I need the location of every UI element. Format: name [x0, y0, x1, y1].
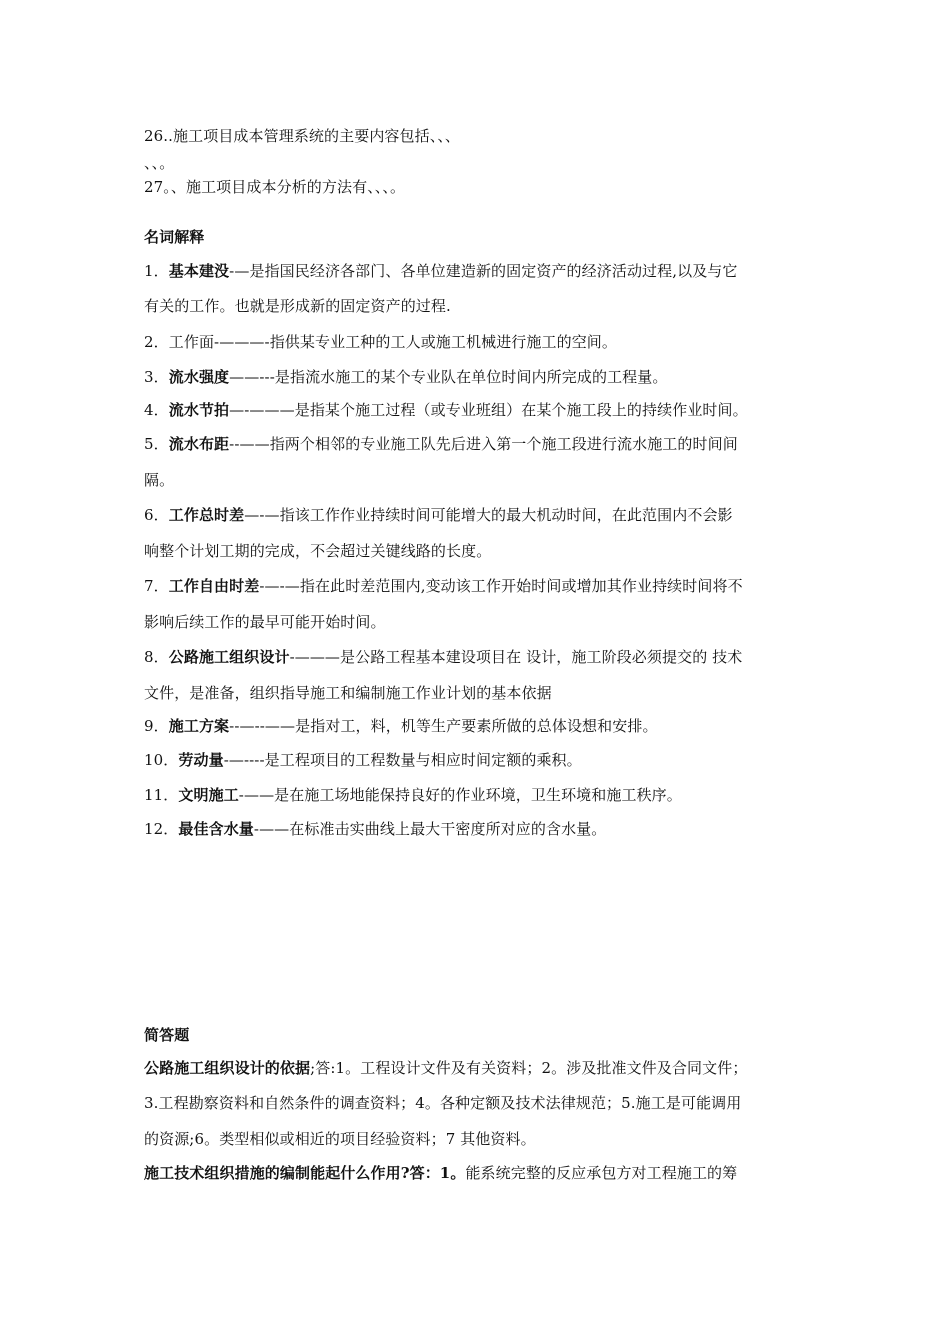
- term-name: 工作面-———-: [168, 333, 270, 351]
- term-separator: -———: [289, 648, 341, 666]
- answer-text: 1。工程设计文件及有关资料；2。涉及批准文件及合同文件；: [335, 1059, 748, 1077]
- term-item-1: [144, 261, 814, 281]
- term-item-12: [144, 819, 814, 839]
- term-item-5-cont: 隔。: [144, 471, 175, 489]
- term-number: 8．: [144, 648, 169, 666]
- term-separator: --—--——: [229, 717, 296, 735]
- term-item-1-cont: 有关的工作。也就是形成新的固定资产的过程.: [144, 297, 451, 315]
- term-definition: 是指流水施工的某个专业队在单位时间内所完成的工程量。: [274, 368, 668, 386]
- term-definition: 是指对工，料，机等生产要素所做的总体设想和安排。: [295, 717, 658, 735]
- short-q1-line2: 3.工程勘察资料和自然条件的调查资料；4。各种定额及技术法律规范；5.施工是可能调用: [144, 1094, 742, 1112]
- term-definition: 指该工作作业持续时间可能增大的最大机动时间，在此范围内不会影: [279, 506, 733, 524]
- term-definition: 是在施工场地能保持良好的作业环境，卫生环境和施工秩序。: [274, 786, 682, 804]
- term-number: 4．: [144, 401, 169, 419]
- term-definition: 指在此时差范围内,变动该工作开始时间或增加其作业持续时间将不: [299, 577, 743, 595]
- term-name: 施工方案: [168, 717, 230, 735]
- term-number: 5．: [144, 435, 169, 453]
- term-definition: 是指某个施工过程（或专业班组）在某个施工段上的持续作业时间。: [294, 401, 748, 419]
- term-number: 10．: [144, 751, 179, 769]
- term-item-7: [144, 576, 814, 596]
- term-item-8-cont: 文件，是准备，组织指导施工和编制施工作业计划的基本依据: [144, 684, 552, 702]
- term-item-2: [144, 332, 814, 352]
- term-separator: —-———: [229, 401, 295, 419]
- answer-label: ;答:: [310, 1059, 336, 1077]
- short-q1-line1: [144, 1058, 814, 1078]
- term-separator: -—: [229, 262, 250, 280]
- term-definition: 指供某专业工种的工人或施工机械进行施工的空间。: [269, 333, 617, 351]
- term-number: 6．: [144, 506, 169, 524]
- term-definition: 在标准击实曲线上最大干密度所对应的含水量。: [289, 820, 607, 838]
- term-name: 流水布距: [168, 435, 230, 453]
- term-separator: -——: [238, 786, 275, 804]
- question-26-line2: 、、。: [144, 154, 175, 172]
- term-name: 流水强度: [168, 368, 230, 386]
- term-separator: -—----: [223, 751, 265, 769]
- term-number: 2．: [144, 333, 169, 351]
- term-item-10: [144, 750, 814, 770]
- term-name: 最佳含水量: [178, 820, 254, 838]
- term-item-5: [144, 434, 814, 454]
- term-name: 流水节拍: [168, 401, 230, 419]
- question-title: 施工技术组织措施的编制能起什么作用?答：1。: [144, 1164, 466, 1182]
- term-name: 工作总时差: [168, 506, 245, 524]
- question-26-line1: 26..施工项目成本管理系统的主要内容包括、、、: [144, 127, 461, 145]
- term-item-8: [144, 647, 814, 667]
- term-separator: -——: [253, 820, 290, 838]
- term-name: 基本建没: [168, 262, 230, 280]
- question-27: 27。、施工项目成本分析的方法有、、、。: [144, 178, 406, 196]
- term-item-11: [144, 785, 814, 805]
- term-name: 文明施工: [178, 786, 239, 804]
- term-number: 9．: [144, 717, 169, 735]
- question-title: 公路施工组织设计的依据: [144, 1059, 311, 1077]
- term-definition: 是指国民经济各部门、各单位建造新的固定资产的经济活动过程,以及与它: [249, 262, 738, 280]
- term-number: 3．: [144, 368, 169, 386]
- term-item-3: [144, 367, 814, 387]
- answer-text: 能系统完整的反应承包方对工程施工的筹: [465, 1164, 738, 1182]
- short-answer-heading: 简答题: [144, 1026, 190, 1044]
- term-item-7-cont: 影响后续工作的最早可能开始时间。: [144, 613, 386, 631]
- term-number: 11．: [144, 786, 179, 804]
- term-name: 公路施工组织设计: [168, 648, 290, 666]
- term-definition: 是工程项目的工程数量与相应时间定额的乘积。: [264, 751, 582, 769]
- term-separator: -—-—: [259, 577, 300, 595]
- term-separator: ——---: [229, 368, 275, 386]
- term-name: 劳动量: [178, 751, 224, 769]
- term-definition: 是公路工程基本建设项目在 设计，施工阶段必须提交的 技术: [340, 648, 743, 666]
- term-number: 7．: [144, 577, 169, 595]
- term-separator: --——: [229, 435, 270, 453]
- short-q1-line3: 的资源;6。类型相似或相近的项目经验资料；7 其他资料。: [144, 1130, 536, 1148]
- term-item-4: [144, 400, 814, 420]
- term-separator: —-—: [244, 506, 280, 524]
- term-number: 12．: [144, 820, 179, 838]
- term-item-6-cont: 响整个计划工期的完成，不会超过关键线路的长度。: [144, 542, 492, 560]
- term-name: 工作自由时差: [168, 577, 260, 595]
- term-definition: 指两个相邻的专业施工队先后进入第一个施工段进行流水施工的时间间: [269, 435, 738, 453]
- terms-heading: 名词解释: [144, 228, 205, 246]
- term-item-6: [144, 505, 814, 525]
- term-item-9: [144, 716, 814, 736]
- term-number: 1．: [144, 262, 169, 280]
- short-q2-line1: [144, 1163, 814, 1183]
